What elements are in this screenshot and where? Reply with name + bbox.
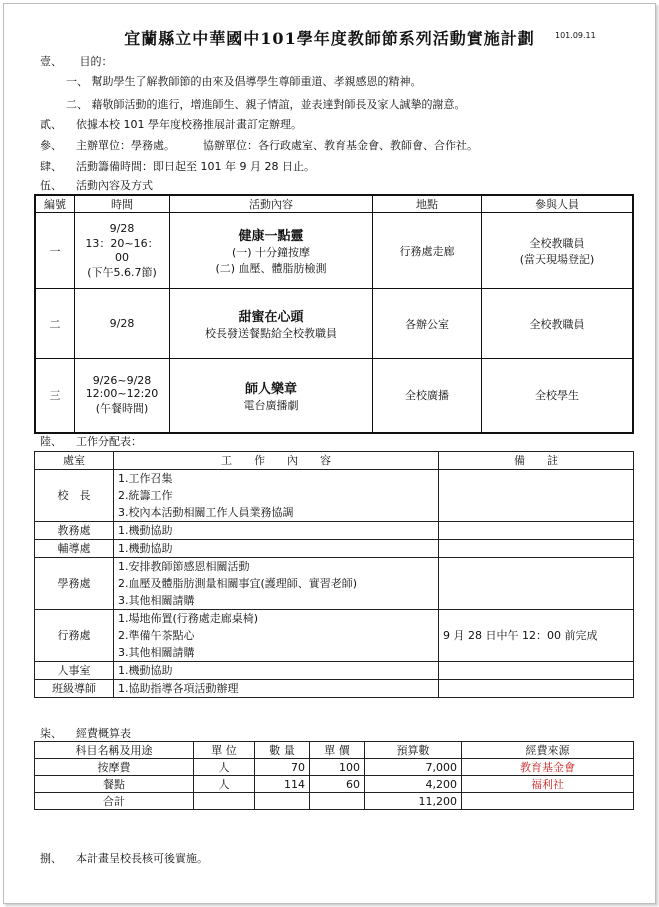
activity-title: 甜蜜在心頭 [238,310,304,325]
col-header: 備 註 [439,452,634,470]
col-header: 單 價 [310,742,365,759]
section-1-heading: 壹、 目的： [40,55,113,68]
col-header: 經費來源 [462,742,634,759]
section-6: 陸、 工作分配表： [40,435,142,448]
table-row: 合計 11,200 [35,793,634,810]
table-row: 三 9/26~9/28 12:00~12:20 (午餐時間) 師人樂章 電台廣播劇 全校廣播 全校學生 [35,359,633,433]
purpose-item-1: 一、 幫助學生了解教師節的由來及倡導學生尊師重道、孝親感恩的精神。 [66,75,422,88]
table-row: 人事室 1.機動協助 [35,662,634,680]
col-header: 處室 [35,452,114,470]
col-header: 工 作 內 容 [114,452,439,470]
table-row: 按摩費 人 70 100 7,000 教育基金會 [35,759,634,776]
col-header: 科目名稱及用途 [35,742,194,759]
table-row: 行務處 1.場地佈置(行務處走廊桌椅) 2.準備午茶點心 3.其他相關請購 9 月 28 日中午 12：00 前完成 [35,610,634,662]
table-row: 教務處 1.機動協助 [35,522,634,540]
document-title: 宜蘭縣立中華國中101學年度教師節系列活動實施計劃 [124,29,535,48]
funding-source: 福利社 [462,776,634,793]
budget-table [34,741,634,810]
section-7: 柒、 經費概算表 [40,727,131,740]
purpose-item-2: 二、 藉敬師活動的進行，增進師生、親子情誼，並表達對師長及家人誠摯的謝意。 [66,98,466,111]
col-header: 參與人員 [482,195,634,213]
table-row: 班級導師 1.協助指導各項活動辦理 [35,680,634,698]
section-5: 伍、 活動內容及方式 [40,179,153,192]
col-header: 數 量 [255,742,310,759]
col-header: 時間 [75,195,170,213]
col-header: 單 位 [194,742,255,759]
table-row: 學務處 1.安排教師節感恩相關活動 2.血壓及體脂肪測量相關事宜(護理師、實習老師) 3.其他相關請購 [35,558,634,610]
col-header: 編號 [35,195,75,213]
section-2: 貳、 依據本校 101 學年度校務推展計畫訂定辦理。 [40,118,302,131]
section-3: 參、 主辦單位：學務處。 協辦單位：各行政處室、教育基金會、教師會、合作社。 [40,139,478,152]
activity-title: 健康一點靈 [238,229,304,244]
work-table [34,451,634,698]
col-header: 活動內容 [170,195,373,213]
funding-source: 教育基金會 [462,759,634,776]
table-row: 二 9/28 甜蜜在心頭 校長發送餐點給全校教職員 各辦公室 全校教職員 [35,289,633,359]
col-header: 地點 [373,195,482,213]
section-8: 捌、 本計畫呈校長核可後實施。 [40,852,208,865]
table-row: 校 長 1.工作召集 2.統籌工作 3.校內本活動相關工作人員業務協調 [35,470,634,522]
document-date: 101.09.11 [555,31,596,40]
activity-title: 師人樂章 [244,381,297,397]
section-4: 肆、 活動籌備時間：即日起至 101 年 9 月 28 日止。 [40,160,315,173]
table-row: 一 9/28 13：20~16：00 (下午5.6.7節) 健康一點靈 (一) 十分鐘按摩 (二) 血壓、體脂肪檢測 行務處走廊 全校教職員 (當天現場登記) [35,213,633,289]
col-header: 預算數 [365,742,462,759]
table-row: 餐點 人 114 60 4,200 福利社 [35,776,634,793]
activities-table [34,194,634,434]
table-row: 輔導處 1.機動協助 [35,540,634,558]
